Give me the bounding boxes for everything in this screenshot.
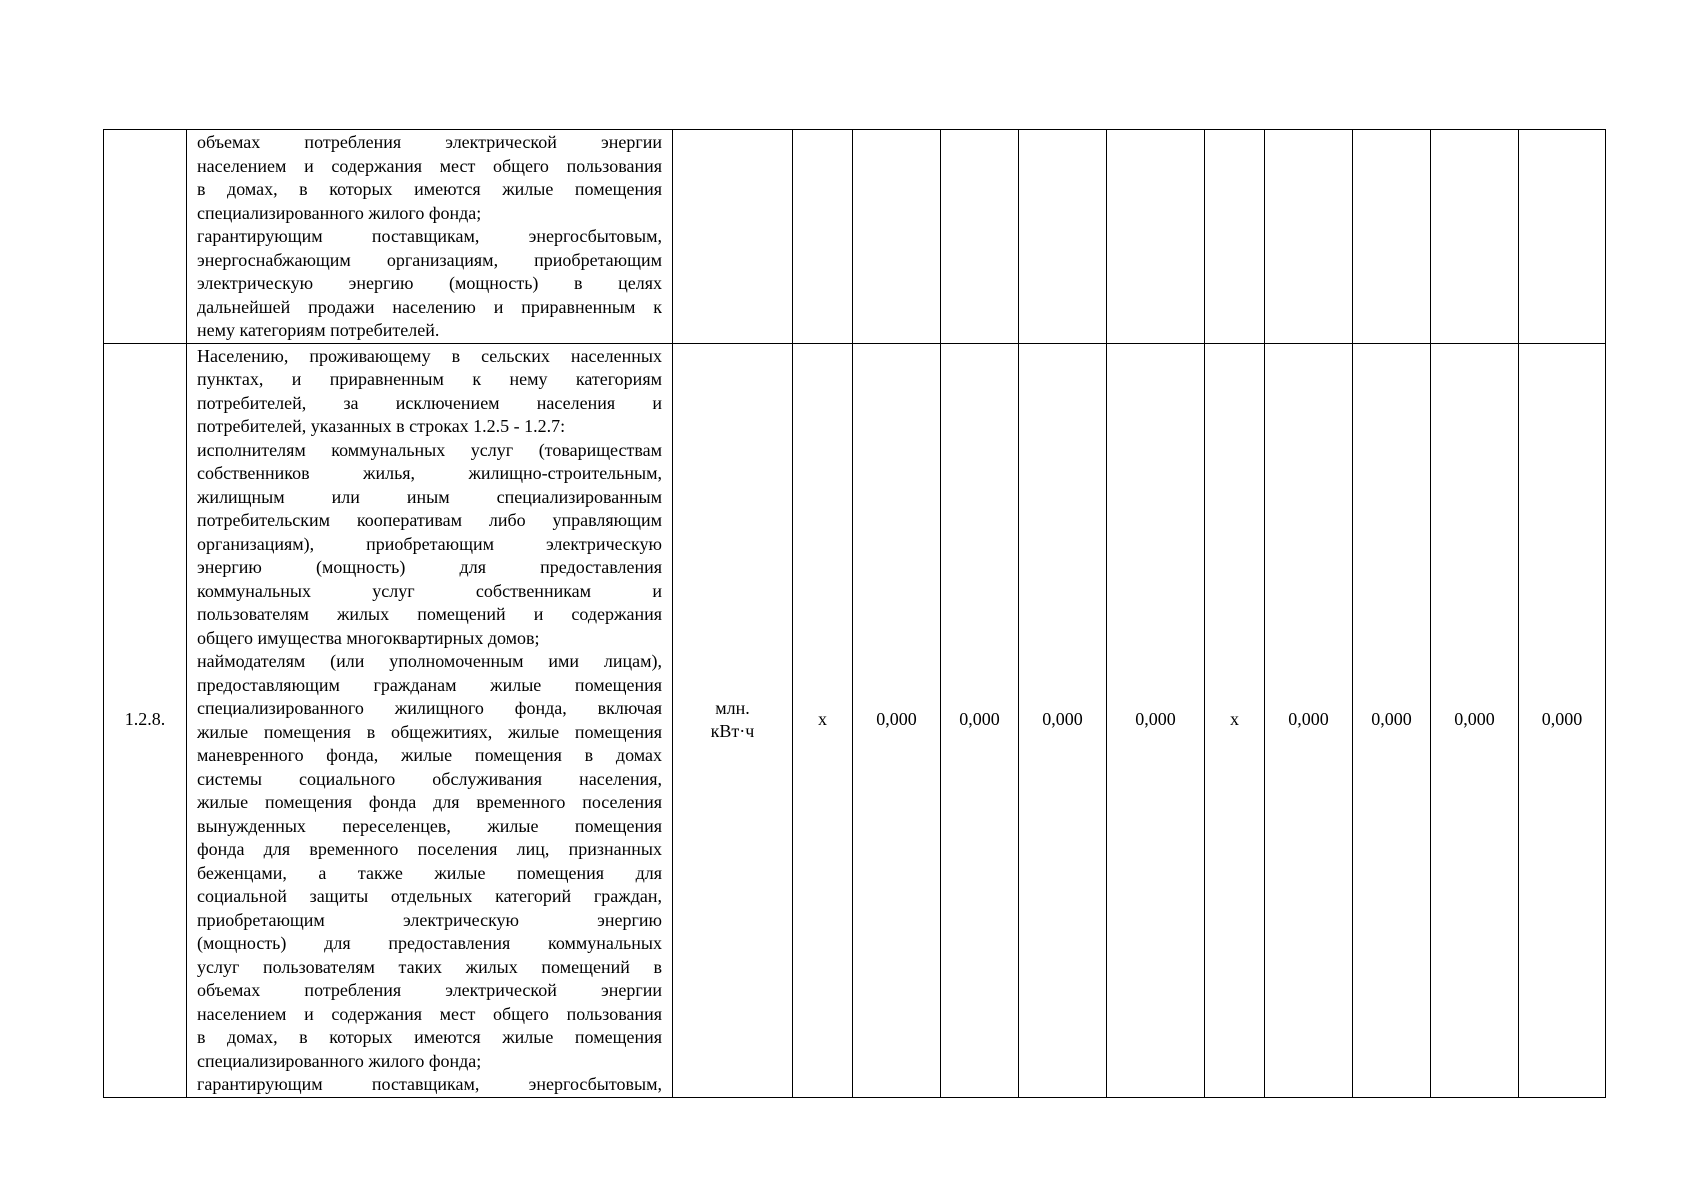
description-line: коммунальных услуг собственникам и xyxy=(197,580,662,601)
description-line: жилые помещения в общежитиях, жилые помещения xyxy=(197,721,662,742)
unit-cell xyxy=(673,130,793,344)
value-cell xyxy=(1431,130,1519,344)
description-line: услуг пользователям таких жилых помещений в xyxy=(197,956,662,977)
value-cell: x xyxy=(1205,343,1265,1097)
description-line: маневренного фонда, жилые помещения в домах xyxy=(197,745,662,765)
value-cell xyxy=(853,130,941,344)
description-line: общего имущества многоквартирных домов; xyxy=(197,627,540,648)
value-cell: 0,000 xyxy=(1019,343,1107,1097)
value-cell: 0,000 xyxy=(941,343,1019,1097)
description-line: пользователям жилых помещений и содержания xyxy=(197,604,662,624)
description-line: предоставляющим гражданам жилые помещения xyxy=(197,674,662,695)
description-line: исполнителям коммунальных услуг (товариществам xyxy=(197,439,662,460)
value-cell xyxy=(1353,130,1431,344)
value-cell: 0,000 xyxy=(1431,343,1519,1097)
description-line: организациям), приобретающим электрическую xyxy=(197,533,662,554)
description-line: вынужденных переселенцев, жилые помещения xyxy=(197,815,662,836)
row-number-cell: 1.2.8. xyxy=(104,343,187,1097)
description-line: нему категориям потребителей. xyxy=(197,320,440,340)
description-line: Населению, проживающему в сельских населенных xyxy=(197,345,662,366)
description-line: специализированного жилого фонда; xyxy=(197,202,482,223)
unit-line: кВт·ч xyxy=(710,721,755,741)
value-cell: 0,000 xyxy=(1265,343,1353,1097)
value-cell: 0,000 xyxy=(1353,343,1431,1097)
description-line: специализированного жилищного фонда, включая xyxy=(197,698,662,718)
value-cell xyxy=(941,130,1019,344)
description-line: в домах, в которых имеются жилые помещения xyxy=(197,179,662,199)
description-line: жилищным или иным специализированным xyxy=(197,486,662,507)
unit-cell xyxy=(673,343,793,1097)
description-line: в домах, в которых имеются жилые помещения xyxy=(197,1027,662,1047)
description-line: объемах потребления электрической энергии xyxy=(197,132,662,152)
description-line: дальнейшей продажи населению и приравненным к xyxy=(197,296,662,317)
value-cell xyxy=(1019,130,1107,344)
value-cell xyxy=(1265,130,1353,344)
description-line: приобретающим электрическую энергию xyxy=(197,909,662,930)
description-line: наймодателям (или уполномоченным ими лицам), xyxy=(197,651,662,671)
value-cell xyxy=(793,130,853,344)
value-cell xyxy=(1205,130,1265,344)
description-line: (мощность) для предоставления коммунальных xyxy=(197,933,662,953)
document-page xyxy=(103,129,1603,1098)
description-line: пунктах, и приравненным к нему категориям xyxy=(197,369,662,389)
description-line: гарантирующим поставщикам, энергосбытовым, xyxy=(197,226,662,246)
description-line: специализированного жилого фонда; xyxy=(197,1050,482,1071)
description-line: потребителей, за исключением населения и xyxy=(197,392,662,413)
row-description-cell xyxy=(187,130,673,344)
description-line: потребительским кооперативам либо управляющим xyxy=(197,510,662,530)
unit-line: млн. xyxy=(715,697,750,718)
row-description-cell xyxy=(187,343,673,1097)
value-cell xyxy=(1107,130,1205,344)
description-line: социальной защиты отдельных категорий граждан, xyxy=(197,886,662,906)
description-line: электрическую энергию (мощность) в целях xyxy=(197,273,662,293)
description-line: гарантирующим поставщикам, энергосбытовым, xyxy=(197,1074,662,1094)
row-number-cell xyxy=(104,130,187,344)
description-line: населением и содержания мест общего пользования xyxy=(197,1003,662,1024)
table-row xyxy=(104,130,1606,344)
description-line: энергию (мощность) для предоставления xyxy=(197,557,662,577)
value-cell: 0,000 xyxy=(1519,343,1606,1097)
description-line: собственников жилья, жилищно-строительным, xyxy=(197,463,662,483)
description-line: беженцами, а также жилые помещения для xyxy=(197,862,662,883)
value-cell: x xyxy=(793,343,853,1097)
description-line: объемах потребления электрической энергии xyxy=(197,980,662,1000)
table-row xyxy=(104,343,1606,1097)
value-cell: 0,000 xyxy=(853,343,941,1097)
description-line: фонда для временного поселения лиц, признанных xyxy=(197,839,662,859)
description-line: энергоснабжающим организациям, приобретающим xyxy=(197,249,662,270)
value-cell: 0,000 xyxy=(1107,343,1205,1097)
description-line: жилые помещения фонда для временного поселения xyxy=(197,792,662,812)
description-line: населением и содержания мест общего пользования xyxy=(197,155,662,176)
tariff-table xyxy=(103,129,1606,1098)
description-line: потребителей, указанных в строках 1.2.5 - 1.2.7: xyxy=(197,416,566,436)
value-cell xyxy=(1519,130,1606,344)
description-line: системы социального обслуживания населения, xyxy=(197,768,662,789)
